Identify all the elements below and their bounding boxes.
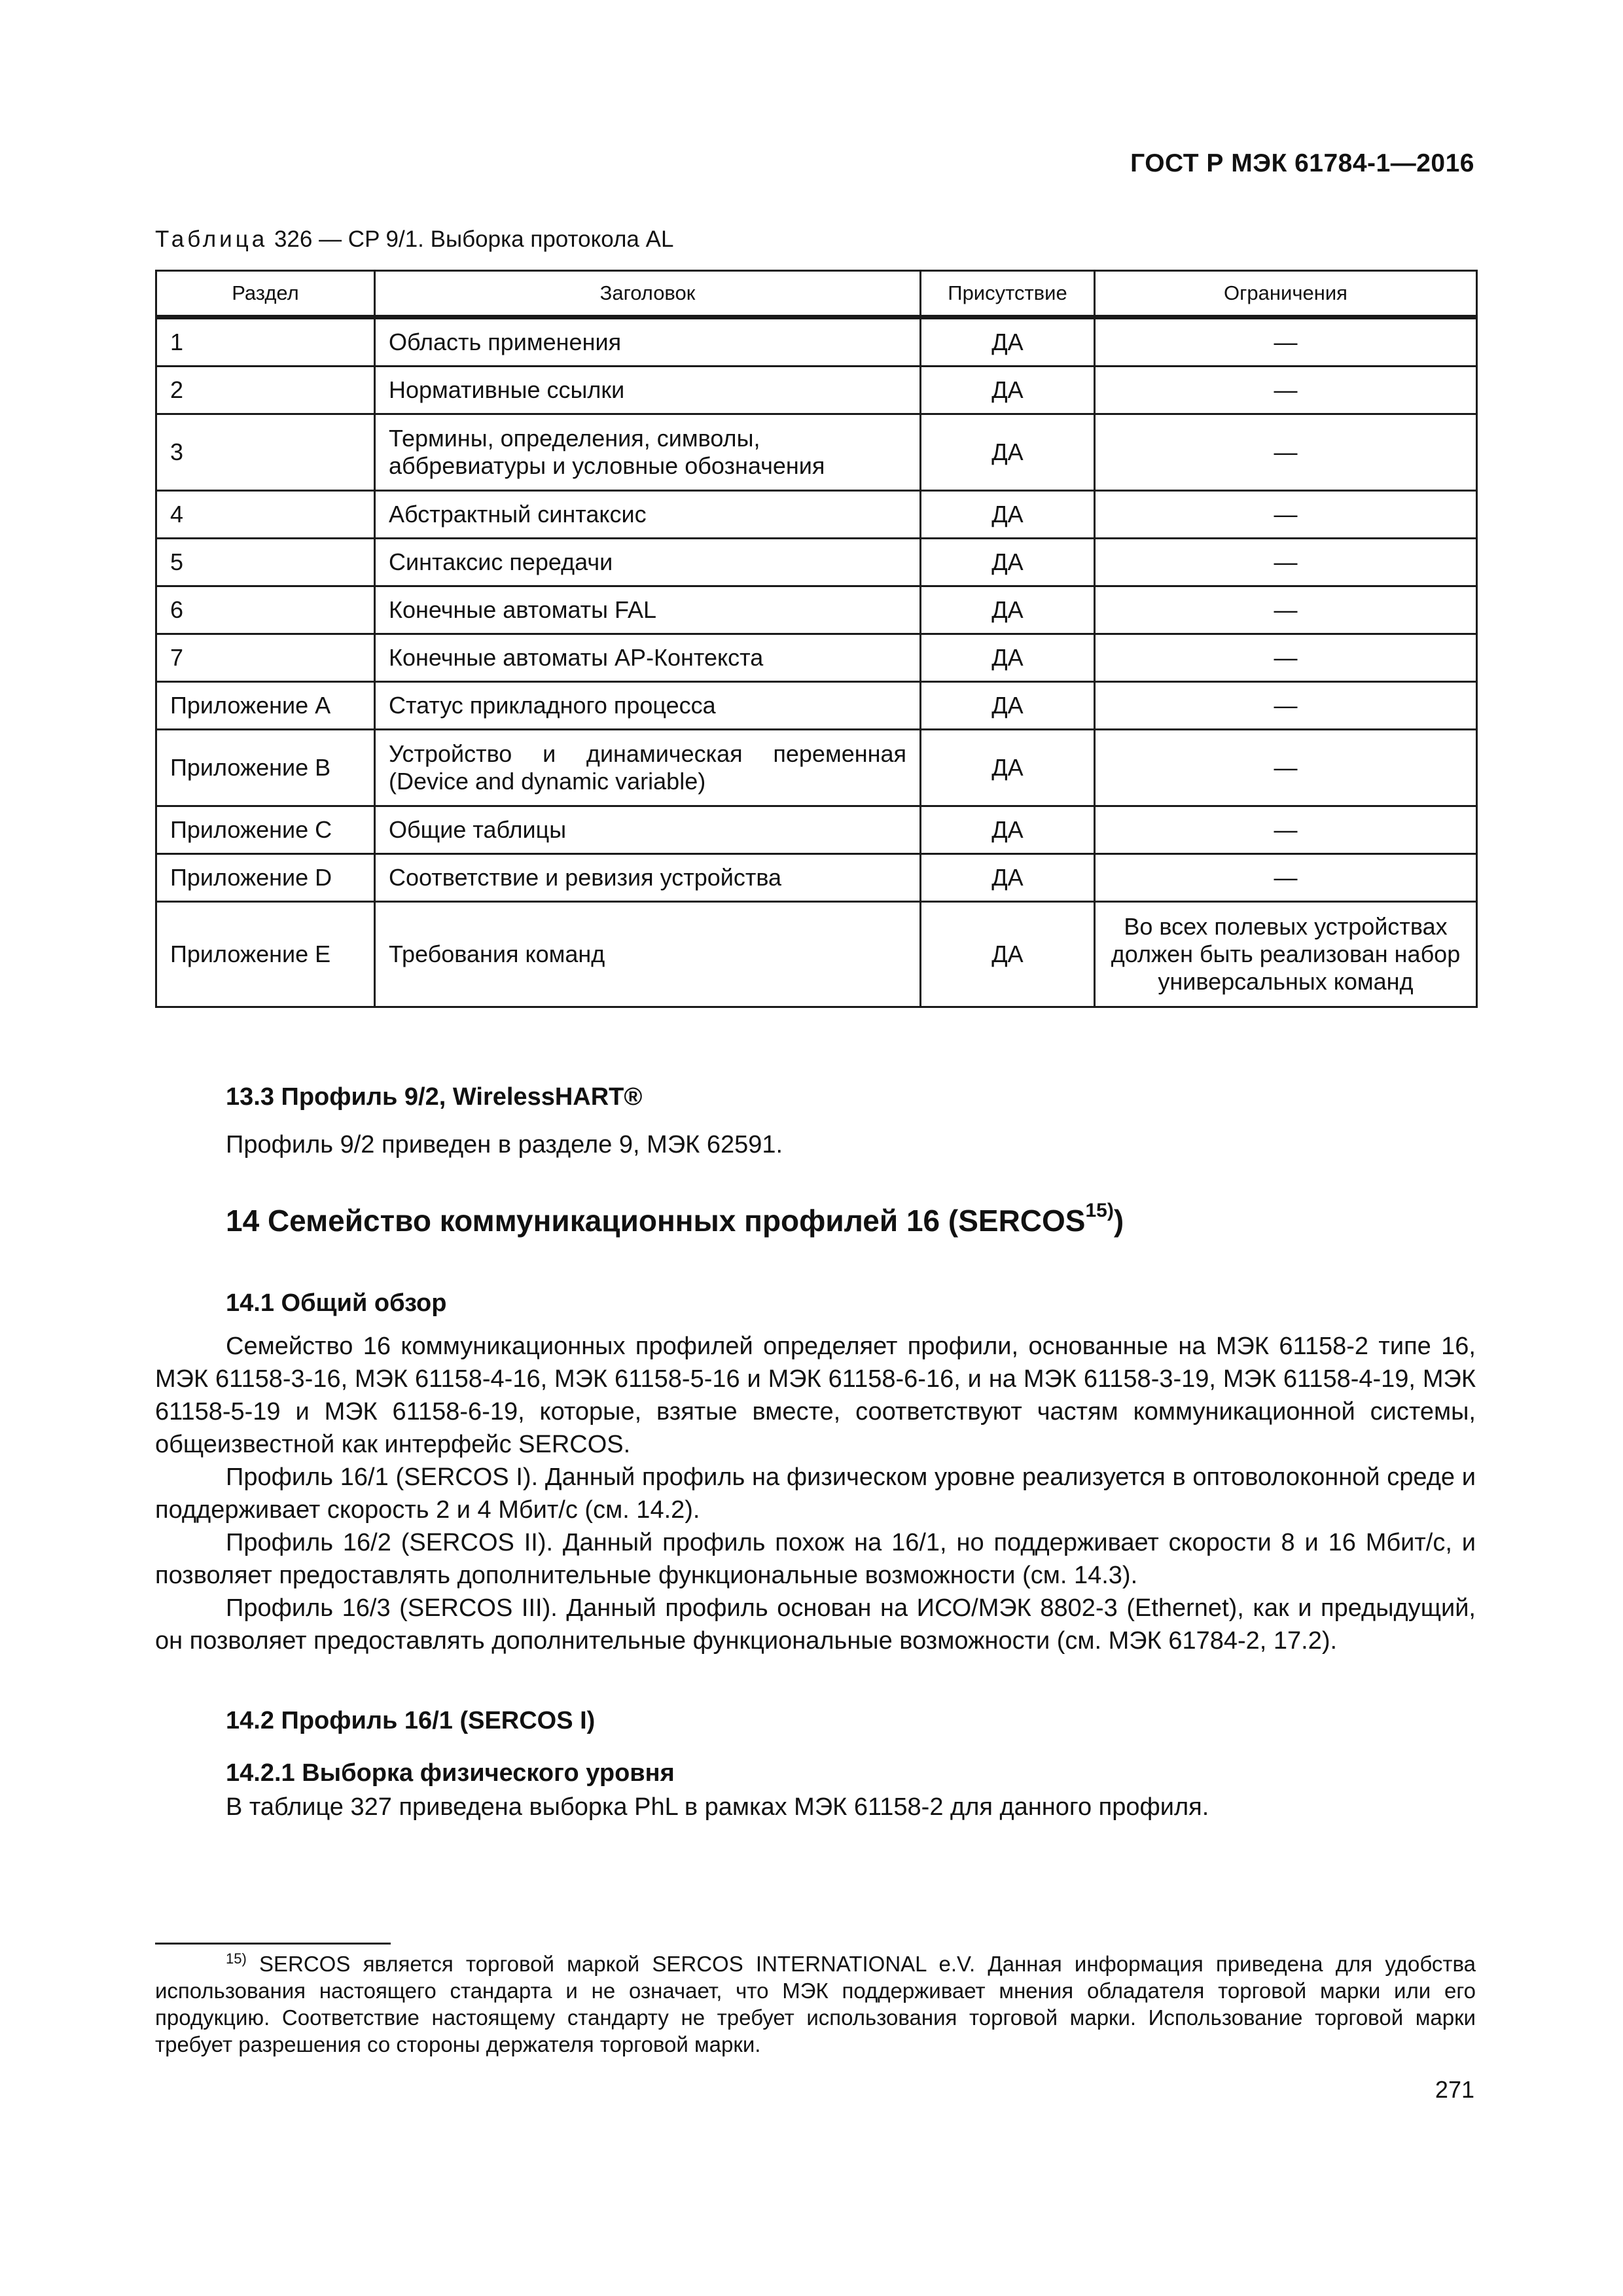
cell-section: 5	[156, 539, 375, 586]
heading-14-1: 14.1 Общий обзор	[226, 1289, 447, 1317]
cell-presence: ДА	[921, 854, 1095, 902]
cell-limits: —	[1095, 367, 1477, 414]
table-caption-title: 326 — CP 9/1. Выборка протокола AL	[268, 226, 674, 252]
cell-limits: Во всех полевых устройствах должен быть реализован набор универсальных команд	[1095, 902, 1477, 1007]
cell-limits: —	[1095, 854, 1477, 902]
cell-title: Статус прикладного процесса	[375, 682, 921, 730]
cell-limits: —	[1095, 414, 1477, 491]
cell-limits: —	[1095, 806, 1477, 854]
cell-title: Требования команд	[375, 902, 921, 1007]
cell-section: 7	[156, 634, 375, 682]
cell-title: Соответствие и ревизия устройства	[375, 854, 921, 902]
table-row	[156, 806, 1477, 854]
protocol-selection-table	[155, 270, 1478, 1008]
paragraph-text: Профиль 16/1 (SERCOS I). Данный профиль на физическом уровне реализуется в оптоволоконной среде и поддерживает скорость 2 и 4 Мбит/с (см. 14.2).	[155, 1463, 1476, 1524]
heading-14-2-1: 14.2.1 Выборка физического уровня	[226, 1759, 675, 1787]
footnote-text: SERCOS является торговой маркой SERCOS INTERNATIONAL e.V. Данная информация приведена для удобства использования настоящего стандарта и не означает, что МЭК поддерживает мнения обладателя торговой марки или его продукцию. Соответствие настоящему стандарту не требует использования торговой марки. Использование торговой марки требует разрешения со стороны держателя торговой марки.	[155, 1952, 1476, 2056]
table-header-row	[156, 271, 1477, 317]
cell-limits: —	[1095, 730, 1477, 806]
page-number: 271	[1435, 2076, 1474, 2103]
heading-14-text: 14 Семейство коммуникационных профилей 16 (SERCOS	[226, 1204, 1086, 1238]
cell-limits: —	[1095, 634, 1477, 682]
paragraph-14-1-b	[155, 1461, 1476, 1526]
table-row	[156, 367, 1477, 414]
column-header-section: Раздел	[156, 271, 375, 317]
cell-limits: —	[1095, 317, 1477, 367]
heading-14-close: )	[1113, 1204, 1124, 1238]
table-row	[156, 902, 1477, 1007]
cell-title: Область применения	[375, 317, 921, 367]
paragraph-text: Профиль 16/3 (SERCOS III). Данный профиль основан на ИСО/МЭК 8802-3 (Ethernet), как и предыдущий, он позволяет предоставлять дополнительные функциональные возможности (см. МЭК 61784-2, 17.2).	[155, 1594, 1476, 1655]
cell-section: Приложение B	[156, 730, 375, 806]
cell-presence: ДА	[921, 491, 1095, 539]
cell-limits: —	[1095, 586, 1477, 634]
heading-14	[226, 1200, 1124, 1238]
cell-title: Общие таблицы	[375, 806, 921, 854]
paragraph-13-3: Профиль 9/2 приведен в разделе 9, МЭК 62591.	[226, 1131, 783, 1158]
cell-section: Приложение E	[156, 902, 375, 1007]
table-row	[156, 491, 1477, 539]
cell-section: 6	[156, 586, 375, 634]
footnote-ref: 15)	[1085, 1200, 1114, 1221]
cell-section: Приложение A	[156, 682, 375, 730]
cell-presence: ДА	[921, 682, 1095, 730]
footnote	[155, 1950, 1476, 2058]
table-row	[156, 854, 1477, 902]
cell-presence: ДА	[921, 902, 1095, 1007]
cell-section: 3	[156, 414, 375, 491]
paragraph-text: Семейство 16 коммуникационных профилей определяет профили, основанные на МЭК 61158-2 типе 16, МЭК 61158-3-16, МЭК 61158-4-16, МЭК 61158-5-16 и МЭК 61158-6-16, и на МЭК 61158-3-19, МЭК 61158-4-19, МЭК 61158-5-19 и МЭК 61158-6-19, которые, взятые вместе, соответствуют частям коммуникационной системы, общеизвестной как интерфейс SERCOS.	[155, 1333, 1476, 1458]
cell-section: Приложение C	[156, 806, 375, 854]
cell-presence: ДА	[921, 806, 1095, 854]
paragraph-14-1-d	[155, 1592, 1476, 1657]
footnote-mark: 15)	[226, 1950, 247, 1967]
table-row	[156, 539, 1477, 586]
cell-section: Приложение D	[156, 854, 375, 902]
footnote-divider	[155, 1943, 391, 1945]
cell-presence: ДА	[921, 730, 1095, 806]
heading-14-2: 14.2 Профиль 16/1 (SERCOS I)	[226, 1707, 596, 1734]
table-row	[156, 414, 1477, 491]
cell-limits: —	[1095, 539, 1477, 586]
paragraph-14-1-a	[155, 1330, 1476, 1461]
column-header-title: Заголовок	[375, 271, 921, 317]
column-header-limits: Ограничения	[1095, 271, 1477, 317]
cell-presence: ДА	[921, 317, 1095, 367]
table-row	[156, 317, 1477, 367]
cell-presence: ДА	[921, 414, 1095, 491]
cell-title: Синтаксис передачи	[375, 539, 921, 586]
table-row	[156, 682, 1477, 730]
cell-presence: ДА	[921, 634, 1095, 682]
cell-section: 2	[156, 367, 375, 414]
cell-title: Устройство и динамическая переменная (Device and dynamic variable)	[375, 730, 921, 806]
table-caption	[155, 226, 673, 253]
table-caption-word: Таблица	[155, 226, 268, 252]
cell-presence: ДА	[921, 539, 1095, 586]
column-header-presence: Присутствие	[921, 271, 1095, 317]
table-row	[156, 586, 1477, 634]
cell-limits: —	[1095, 491, 1477, 539]
table-row	[156, 634, 1477, 682]
heading-13-3: 13.3 Профиль 9/2, WirelessHART®	[226, 1083, 643, 1111]
cell-title: Конечные автоматы AP-Контекста	[375, 634, 921, 682]
cell-section: 4	[156, 491, 375, 539]
cell-presence: ДА	[921, 586, 1095, 634]
document-header: ГОСТ Р МЭК 61784-1—2016	[1130, 149, 1474, 177]
cell-limits: —	[1095, 682, 1477, 730]
paragraph-14-1-c	[155, 1526, 1476, 1592]
cell-title: Термины, определения, символы, аббревиатуры и условные обозначения	[375, 414, 921, 491]
cell-title: Конечные автоматы FAL	[375, 586, 921, 634]
cell-presence: ДА	[921, 367, 1095, 414]
paragraph-14-2-1: В таблице 327 приведена выборка PhL в рамках МЭК 61158-2 для данного профиля.	[226, 1793, 1209, 1821]
cell-section: 1	[156, 317, 375, 367]
cell-title: Абстрактный синтаксис	[375, 491, 921, 539]
table-row	[156, 730, 1477, 806]
paragraph-text: Профиль 16/2 (SERCOS II). Данный профиль похож на 16/1, но поддерживает скорости 8 и 16 Мбит/с, и позволяет предоставлять дополнительные функциональные возможности (см. 14.3).	[155, 1529, 1476, 1589]
cell-title: Нормативные ссылки	[375, 367, 921, 414]
